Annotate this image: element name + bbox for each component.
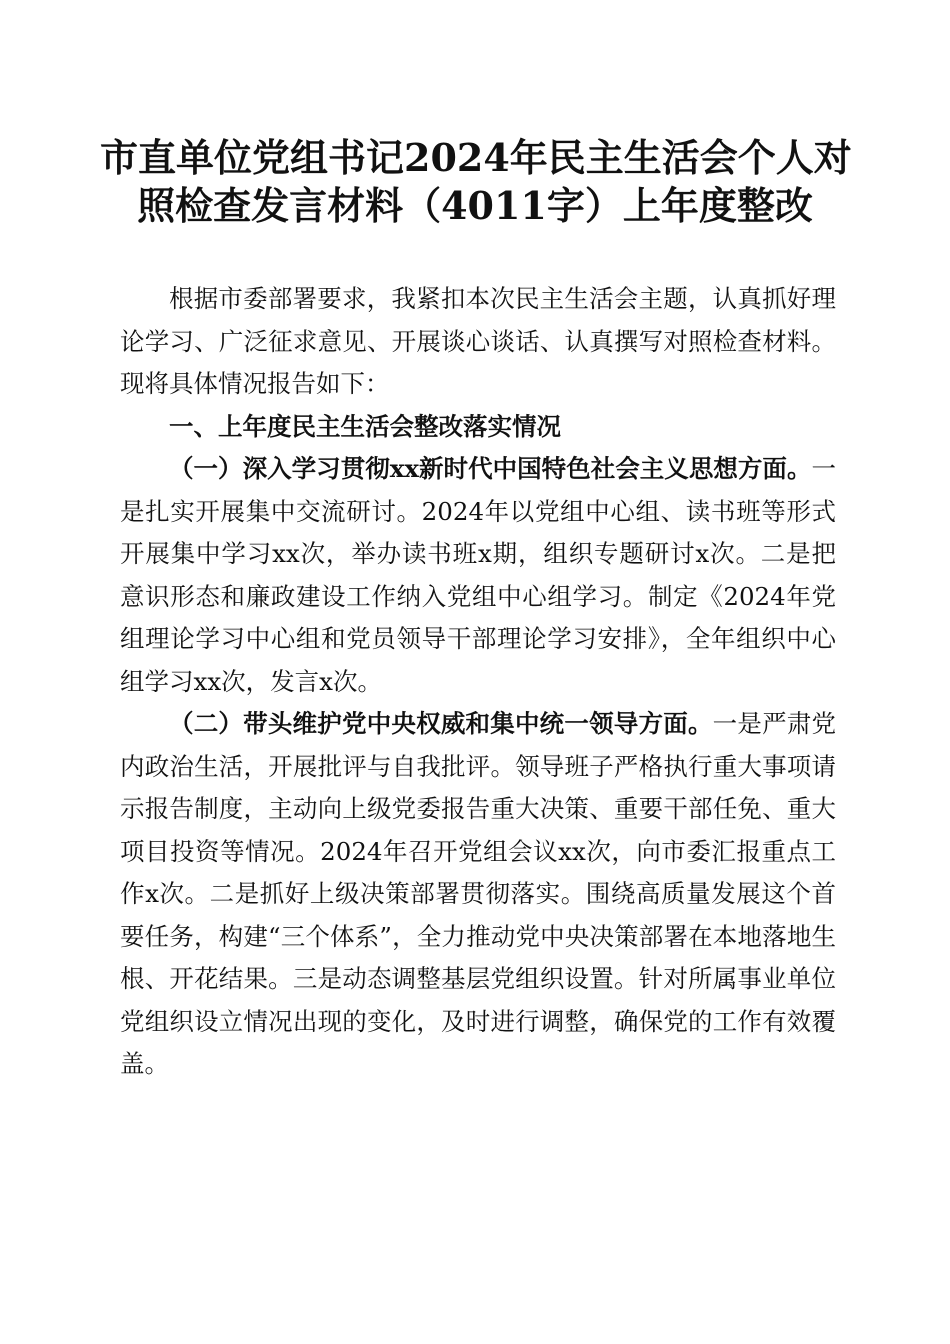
intro-paragraph: 根据市委部署要求，我紧扣本次民主生活会主题，认真抓好理论学习、广泛征求意见、开展谈心谈话、认真撰写对照检查材料。现将具体情况报告如下： bbox=[120, 284, 836, 398]
subsection-2-paragraph bbox=[120, 703, 836, 1086]
document-body bbox=[120, 278, 836, 1086]
title-line-2: 照检查发言材料（4011字）上年度整改 bbox=[137, 183, 813, 228]
section-heading-1: 一、上年度民主生活会整改落实情况 bbox=[169, 411, 561, 441]
subsection-2-body: 一是严肃党内政治生活，开展批评与自我批评。领导班子严格执行重大事项请示报告制度，主动向上级党委报告重大决策、重要干部任免、重大项目投资等情况。2024年召开党组会议xx次，向市委汇报重点工作x次。二是抓好上级决策部署贯彻落实。围绕高质量发展这个首要任务，构建“三个体系”，全力推动党中央决策部署在本地落地生根、开花结果。三是动态调整基层党组织设置。针对所属事业单位党组织设立情况出现的变化，及时进行调整，确保党的工作有效覆盖。 bbox=[120, 709, 837, 1078]
subsection-1-body: 一是扎实开展集中交流研讨。2024年以党组中心组、读书班等形式开展集中学习xx次，举办读书班x期，组织专题研讨x次。二是把意识形态和廉政建设工作纳入党组中心组学习。制定《2024年党组理论学习中心组和党员领导干部理论学习安排》，全年组织中心组学习xx次，发言x次。 bbox=[120, 454, 836, 696]
subsection-1-paragraph bbox=[120, 448, 836, 703]
document-title bbox=[100, 134, 850, 230]
subsection-1-lead: （一）深入学习贯彻xx新时代中国特色社会主义思想方面。 bbox=[169, 454, 812, 483]
subsection-2-lead: （二）带头维护党中央权威和集中统一领导方面。 bbox=[169, 709, 713, 738]
title-line-1: 市直单位党组书记2024年民主生活会个人对 bbox=[100, 135, 852, 180]
